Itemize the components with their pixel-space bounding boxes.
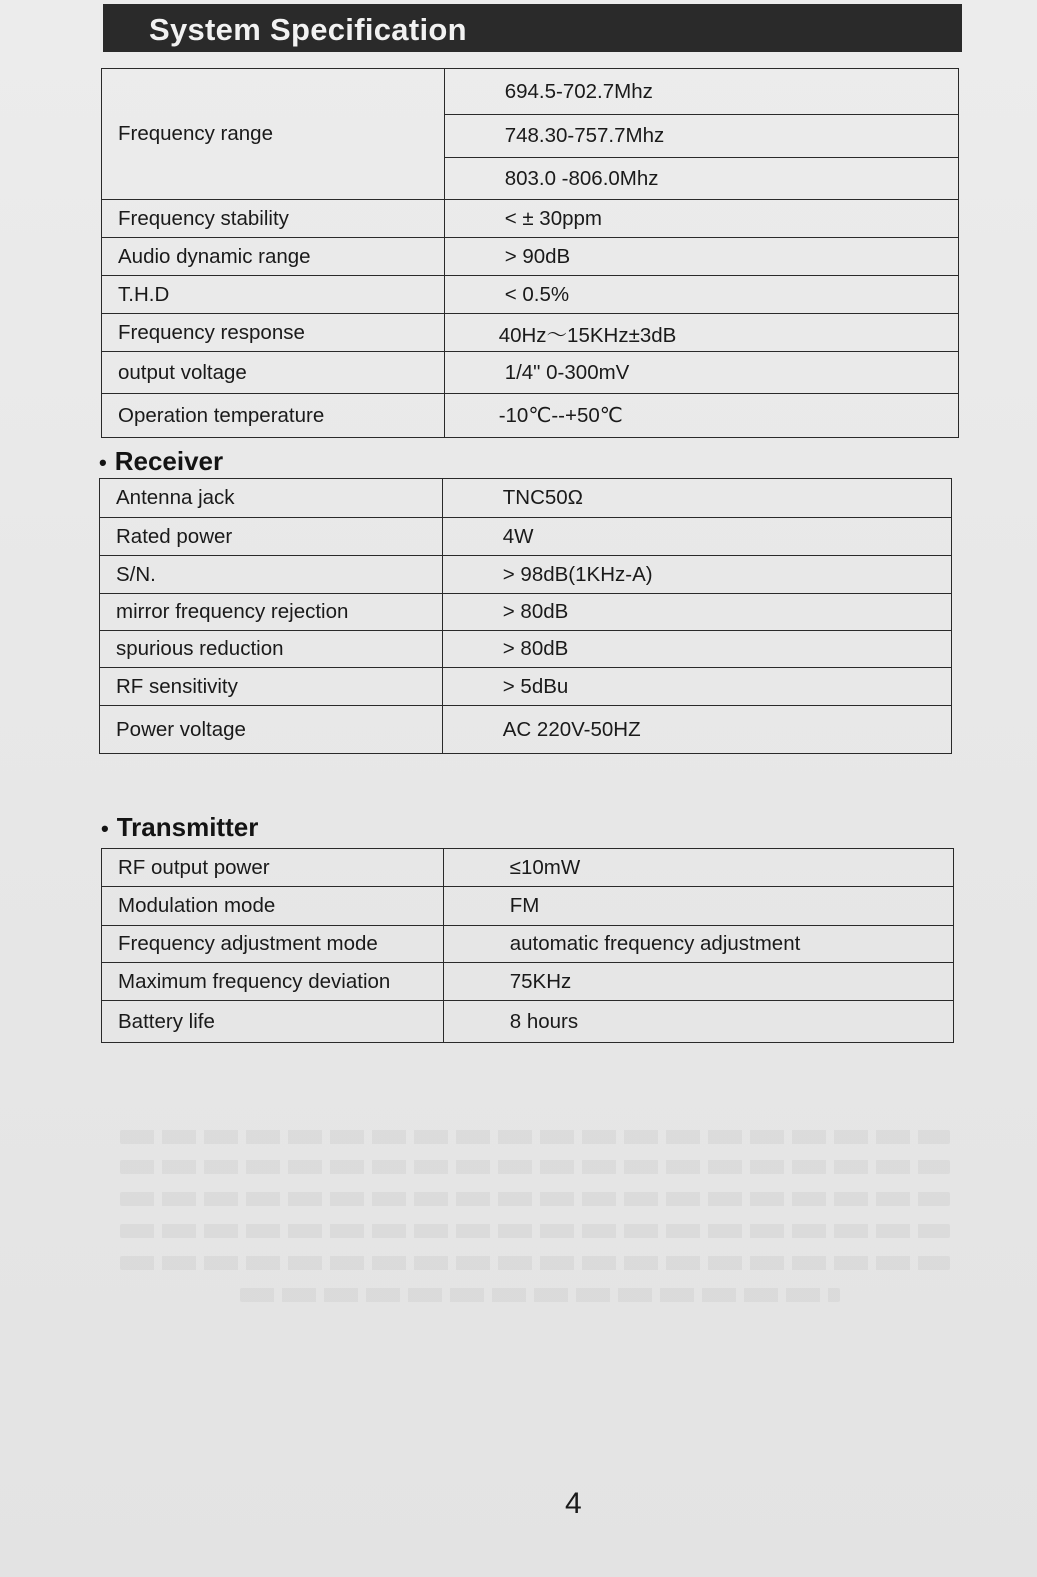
- table-row: [102, 1001, 954, 1043]
- table-row: [102, 314, 959, 352]
- spec-value: TNC50Ω: [442, 479, 951, 518]
- spec-value: < 0.5%: [444, 276, 958, 314]
- table-row: [100, 631, 952, 668]
- table-row: [102, 69, 959, 115]
- spec-value: > 5dBu: [442, 668, 951, 706]
- spec-label: RF output power: [102, 849, 444, 887]
- spec-label: Modulation mode: [102, 887, 444, 926]
- table-row: [102, 849, 954, 887]
- spec-value: > 80dB: [442, 631, 951, 668]
- receiver-spec-table: [99, 478, 952, 754]
- receiver-heading-text: Receiver: [114, 446, 224, 476]
- receiver-heading: [99, 446, 223, 477]
- spec-label: Frequency adjustment mode: [102, 926, 444, 963]
- show-through-text: [120, 1224, 950, 1238]
- spec-label: T.H.D: [102, 276, 445, 314]
- spec-value: AC 220V-50HZ: [442, 706, 951, 754]
- spec-label: Frequency range: [102, 69, 445, 200]
- spec-value: 75KHz: [443, 963, 953, 1001]
- table-row: [100, 479, 952, 518]
- bullet-icon: •: [99, 450, 107, 475]
- spec-label: Operation temperature: [102, 394, 445, 438]
- spec-label: S/N.: [100, 556, 443, 594]
- table-row: [102, 394, 959, 438]
- spec-label: Battery life: [102, 1001, 444, 1043]
- spec-value: 748.30-757.7Mhz: [444, 115, 958, 158]
- spec-value: 40Hz～15KHz±3dB: [444, 314, 958, 352]
- table-row: [102, 926, 954, 963]
- show-through-text: [120, 1130, 950, 1144]
- spec-value: FM: [443, 887, 953, 926]
- spec-label: Antenna jack: [100, 479, 443, 518]
- transmitter-heading: [101, 812, 258, 843]
- general-spec-table: [101, 68, 959, 438]
- spec-label: Rated power: [100, 518, 443, 556]
- table-row: [100, 706, 952, 754]
- spec-label: Maximum frequency deviation: [102, 963, 444, 1001]
- spec-label: RF sensitivity: [100, 668, 443, 706]
- spec-value: -10℃--+50℃: [444, 394, 958, 438]
- spec-label: mirror frequency rejection: [100, 594, 443, 631]
- show-through-text: [120, 1192, 950, 1206]
- spec-value: 4W: [442, 518, 951, 556]
- page-title: System Specification: [149, 12, 467, 47]
- table-row: [102, 887, 954, 926]
- spec-label: Frequency stability: [102, 200, 445, 238]
- bullet-icon: •: [101, 816, 109, 841]
- transmitter-heading-text: Transmitter: [116, 812, 259, 842]
- spec-label: spurious reduction: [100, 631, 443, 668]
- spec-label: Audio dynamic range: [102, 238, 445, 276]
- spec-value: 1/4" 0-300mV: [444, 352, 958, 394]
- table-row: [102, 238, 959, 276]
- show-through-text: [240, 1288, 840, 1302]
- table-row: [100, 518, 952, 556]
- spec-value: 694.5-702.7Mhz: [444, 69, 958, 115]
- table-row: [100, 594, 952, 631]
- show-through-text: [120, 1160, 950, 1174]
- spec-value: automatic frequency adjustment: [443, 926, 953, 963]
- table-row: [100, 668, 952, 706]
- table-row: [100, 556, 952, 594]
- title-bar: [103, 4, 962, 52]
- spec-label: output voltage: [102, 352, 445, 394]
- spec-value: > 80dB: [442, 594, 951, 631]
- show-through-text: [120, 1256, 950, 1270]
- spec-value: > 98dB(1KHz-A): [442, 556, 951, 594]
- spec-label: Frequency response: [102, 314, 445, 352]
- table-row: [102, 352, 959, 394]
- spec-value: > 90dB: [444, 238, 958, 276]
- table-row: [102, 963, 954, 1001]
- spec-value: < ± 30ppm: [444, 200, 958, 238]
- table-row: [102, 200, 959, 238]
- spec-label: Power voltage: [100, 706, 443, 754]
- page-number: 4: [565, 1487, 582, 1520]
- spec-value: ≤10mW: [443, 849, 953, 887]
- spec-value: 8 hours: [443, 1001, 953, 1043]
- transmitter-spec-table: [101, 848, 954, 1043]
- spec-value: 803.0 -806.0Mhz: [444, 158, 958, 200]
- table-row: [102, 276, 959, 314]
